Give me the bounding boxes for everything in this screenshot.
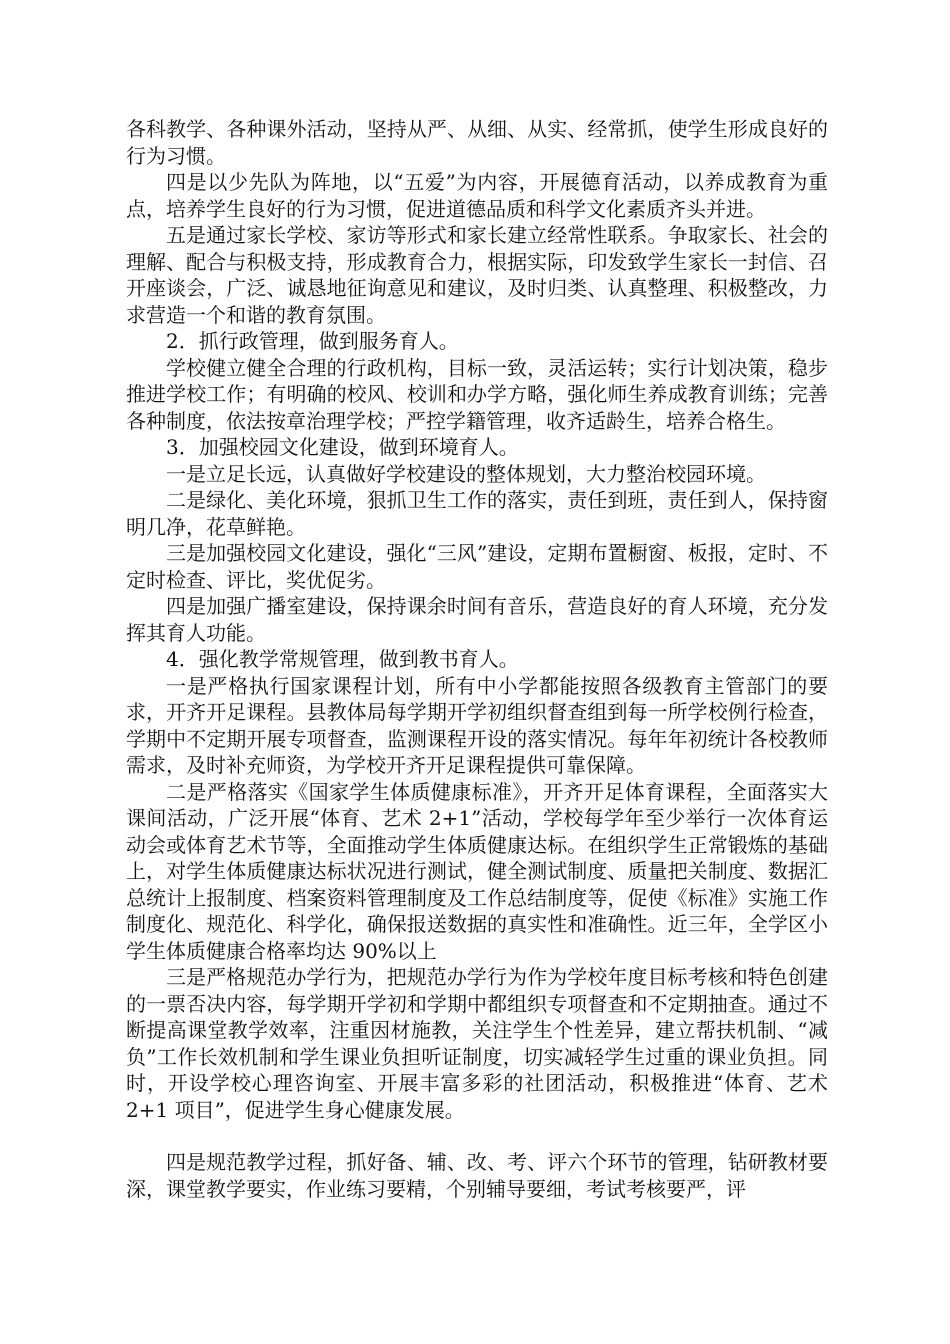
- paragraph-14: 三是严格规范办学行为，把规范办学行为作为学校年度目标考核和特色创建的一票否决内容，每学期开学初和学期中都组织专项督查和不定期抽查。通过不断提高课堂教学效率，注重因材施教，关注学生个性差异，建立帮扶机制、“减负”工作长效机制和学生课业负担听证制度，切实减轻学生过重的课业负担。同时，开设学校心理咨询室、开展丰富多彩的社团活动，积极推进“体育、艺术 2+1 项目”，促进学生身心健康发展。: [126, 965, 828, 1122]
- paragraph-5: 学校健立健全合理的行政机构，目标一致，灵活运转；实行计划决策，稳步推进学校工作；有明确的校风、校训和办学方略，强化师生养成教育训练；完善各种制度，依法按章治理学校；严控学籍管理，收齐适龄生，培养合格生。: [126, 355, 828, 433]
- section-heading-3: 3．加强校园文化建设，做到环境育人。: [166, 435, 519, 459]
- paragraph-9: 三是加强校园文化建设，强化“三风”建设，定期布置橱窗、板报，定时、不定时检查、评比，奖优促劣。: [126, 541, 828, 592]
- paragraph-12: 一是严格执行国家课程计划，所有中小学都能按照各级教育主管部门的要求，开齐开足课程。县教体局每学期开学初组织督查组到每一所学校例行检查，学期中不定期开展专项督查，监测课程开设的落实情况。每年年初统计各校教师需求，及时补充师资，为学校开齐开足课程提供可靠保障。: [126, 673, 828, 777]
- paragraph-1: 各科教学、各种课外活动，坚持从严、从细、从实、经常抓，使学生形成良好的行为习惯。: [126, 117, 828, 168]
- paragraph-13: 二是严格落实《国家学生体质健康标准》，开齐开足体育课程，全面落实大课间活动，广泛开展“体育、艺术 2+1”活动，学校每学年至少举行一次体育运动会或体育艺术节等，全面推动学生体质健康达标。在组织学生正常锻炼的基础上，对学生体质健康达标状况进行测试，健全测试制度、质量把关制度、数据汇总统计上报制度、档案资料管理制度及工作总结制度等，促使《标准》实施工作制度化、规范化、科学化，确保报送数据的真实性和准确性。近三年，全学区小学生体质健康合格率均达 90%以上: [126, 779, 828, 963]
- paragraph-10: 四是加强广播室建设，保持课余时间有音乐，营造良好的育人环境，充分发挥其育人功能。: [126, 594, 828, 645]
- paragraph-7: 一是立足长远，认真做好学校建设的整体规划，大力整治校园环境。: [166, 461, 766, 486]
- paragraph-8: 二是绿化、美化环境，狠抓卫生工作的落实，责任到班，责任到人，保持窗明几净，花草鲜艳。: [126, 488, 828, 539]
- paragraph-2: 四是以少先队为阵地，以“五爱”为内容，开展德育活动，以养成教育为重点，培养学生良好的行为习惯，促进道德品质和科学文化素质齐头并进。: [126, 170, 828, 221]
- paragraph-3: 五是通过家长学校、家访等形式和家长建立经常性联系。争取家长、社会的理解、配合与积极支持，形成教育合力，根据实际，印发致学生家长一封信、召开座谈会，广泛、诚恳地征询意见和建议，及时归类、认真整理、积极整改，力求营造一个和谐的教育氛围。: [126, 223, 828, 327]
- paragraph-15: 四是规范教学过程，抓好备、辅、改、考、评六个环节的管理，钻研教材要深，课堂教学要实，作业练习要精，个别辅导要细，考试考核要严，评: [126, 1150, 828, 1201]
- section-heading-4: 4．强化教学常规管理，做到教书育人。: [166, 647, 519, 671]
- section-heading-2: 2．抓行政管理，做到服务育人。: [166, 329, 459, 353]
- document-body: [126, 116, 828, 1202]
